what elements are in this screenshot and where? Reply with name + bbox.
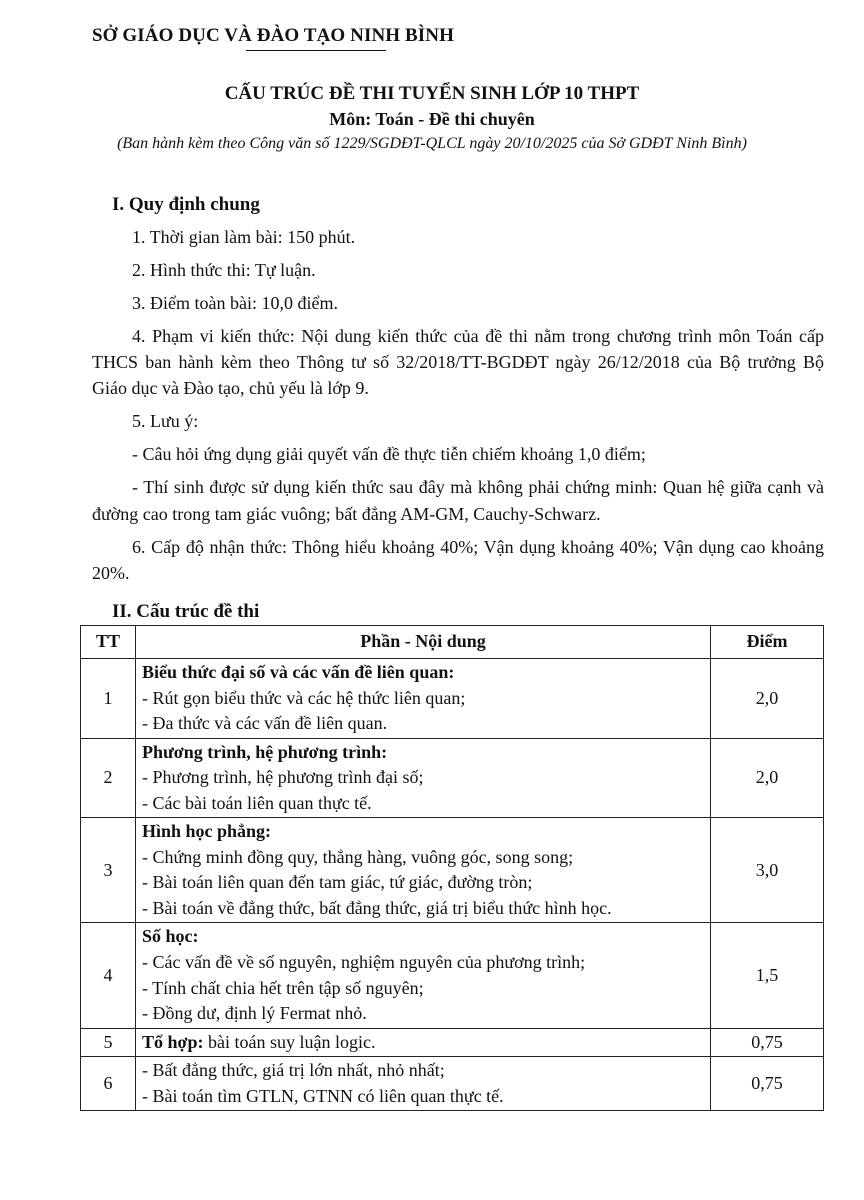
rule-item: 2. Hình thức thi: Tự luận.	[132, 259, 316, 280]
row-points: 3,0	[711, 818, 824, 923]
row-title: Biểu thức đại số và các vấn đề liên quan:	[142, 662, 455, 682]
table-header-row	[81, 626, 824, 659]
section2-heading: II. Cấu trúc đề thi	[112, 601, 260, 622]
column-header-content: Phần - Nội dung	[136, 626, 711, 659]
column-header-tt: TT	[81, 626, 136, 659]
table-row	[81, 818, 824, 923]
row-title: Hình học phẳng:	[142, 821, 272, 842]
structure-table	[80, 625, 824, 1111]
rule-note: - Thí sinh được sử dụng kiến thức sau đây mà không phải chứng minh: Quan hệ giữa cạnh và đường cao trong tam giác vuông; bất đẳng AM-GM, Cauchy-Schwarz.	[92, 477, 824, 524]
table-row	[81, 1057, 824, 1111]
row-number: 2	[81, 738, 136, 818]
table-row	[81, 659, 824, 739]
rule-item: 5. Lưu ý:	[132, 411, 199, 432]
row-line: - Phương trình, hệ phương trình đại số;	[142, 767, 424, 788]
section-general	[92, 193, 824, 593]
row-number: 5	[81, 1028, 136, 1057]
row-line: - Các bài toán liên quan thực tế.	[142, 792, 372, 813]
row-number: 6	[81, 1057, 136, 1111]
row-content	[136, 1057, 711, 1111]
row-title: Tổ hợp:	[142, 1031, 204, 1052]
row-line: - Bài toán về đẳng thức, bất đẳng thức, giá trị biểu thức hình học.	[142, 897, 612, 918]
row-line: - Các vấn đề về số nguyên, nghiệm nguyên của phương trình;	[142, 952, 586, 973]
section1-heading: I. Quy định chung	[112, 194, 260, 215]
row-content	[136, 818, 711, 923]
row-line: - Chứng minh đồng quy, thẳng hàng, vuông góc, song song;	[142, 846, 574, 867]
row-line: - Bài toán tìm GTLN, GTNN có liên quan thực tế.	[142, 1085, 504, 1106]
row-line: - Bài toán liên quan đến tam giác, tứ giác, đường tròn;	[142, 872, 533, 893]
row-points: 2,0	[711, 738, 824, 818]
agency-underline	[246, 50, 386, 51]
row-content	[136, 923, 711, 1028]
row-title: Phương trình, hệ phương trình:	[142, 741, 388, 762]
row-points: 2,0	[711, 659, 824, 739]
rule-item: 6. Cấp độ nhận thức: Thông hiểu khoảng 40%; Vận dụng khoảng 40%; Vận dụng cao khoảng 20%.	[92, 536, 824, 583]
row-number: 3	[81, 818, 136, 923]
row-line: - Tính chất chia hết trên tập số nguyên;	[142, 977, 424, 998]
column-header-points: Điểm	[711, 626, 824, 659]
row-content	[136, 738, 711, 818]
row-line: - Đồng dư, định lý Fermat nhỏ.	[142, 1003, 367, 1024]
row-line: - Đa thức và các vấn đề liên quan.	[142, 713, 388, 734]
row-line: - Bất đẳng thức, giá trị lớn nhất, nhỏ nhất;	[142, 1060, 445, 1081]
row-number: 1	[81, 659, 136, 739]
row-points: 0,75	[711, 1028, 824, 1057]
row-inline-text: bài toán suy luận logic.	[203, 1031, 376, 1052]
rule-item: 4. Phạm vi kiến thức: Nội dung kiến thức của đề thi nằm trong chương trình môn Toán cấp THCS ban hành kèm theo Thông tư số 32/2018/TT-BGDĐT ngày 26/12/2018 của Bộ trưởng Bộ Giáo dục và Đào tạo, chủ yếu là lớp 9.	[92, 325, 824, 399]
table-row	[81, 923, 824, 1028]
document-title: CẤU TRÚC ĐỀ THI TUYỂN SINH LỚP 10 THPT	[224, 83, 640, 104]
agency-name	[92, 24, 454, 49]
table-row	[81, 738, 824, 818]
subject-line: Môn: Toán - Đề thi chuyên	[329, 109, 535, 129]
row-points: 1,5	[711, 923, 824, 1028]
table-row	[81, 1028, 824, 1057]
row-line: - Rút gọn biểu thức và các hệ thức liên quan;	[142, 687, 466, 708]
agency-text: SỞ GIÁO DỤC VÀ ĐÀO TẠO NINH BÌNH	[92, 25, 454, 46]
rule-item: 1. Thời gian làm bài: 150 phút.	[132, 226, 356, 247]
row-points: 0,75	[711, 1057, 824, 1111]
row-title: Số học:	[142, 926, 199, 947]
issued-note: (Ban hành kèm theo Công văn số 1229/SGDĐT-QLCL ngày 20/10/2025 của Sở GDĐT Ninh Bình)	[117, 135, 747, 152]
rule-item: 3. Điểm toàn bài: 10,0 điểm.	[132, 292, 338, 313]
rule-note: - Câu hỏi ứng dụng giải quyết vấn đề thực tiễn chiếm khoảng 1,0 điểm;	[132, 444, 646, 465]
row-content	[136, 659, 711, 739]
row-content	[136, 1028, 711, 1057]
row-number: 4	[81, 923, 136, 1028]
